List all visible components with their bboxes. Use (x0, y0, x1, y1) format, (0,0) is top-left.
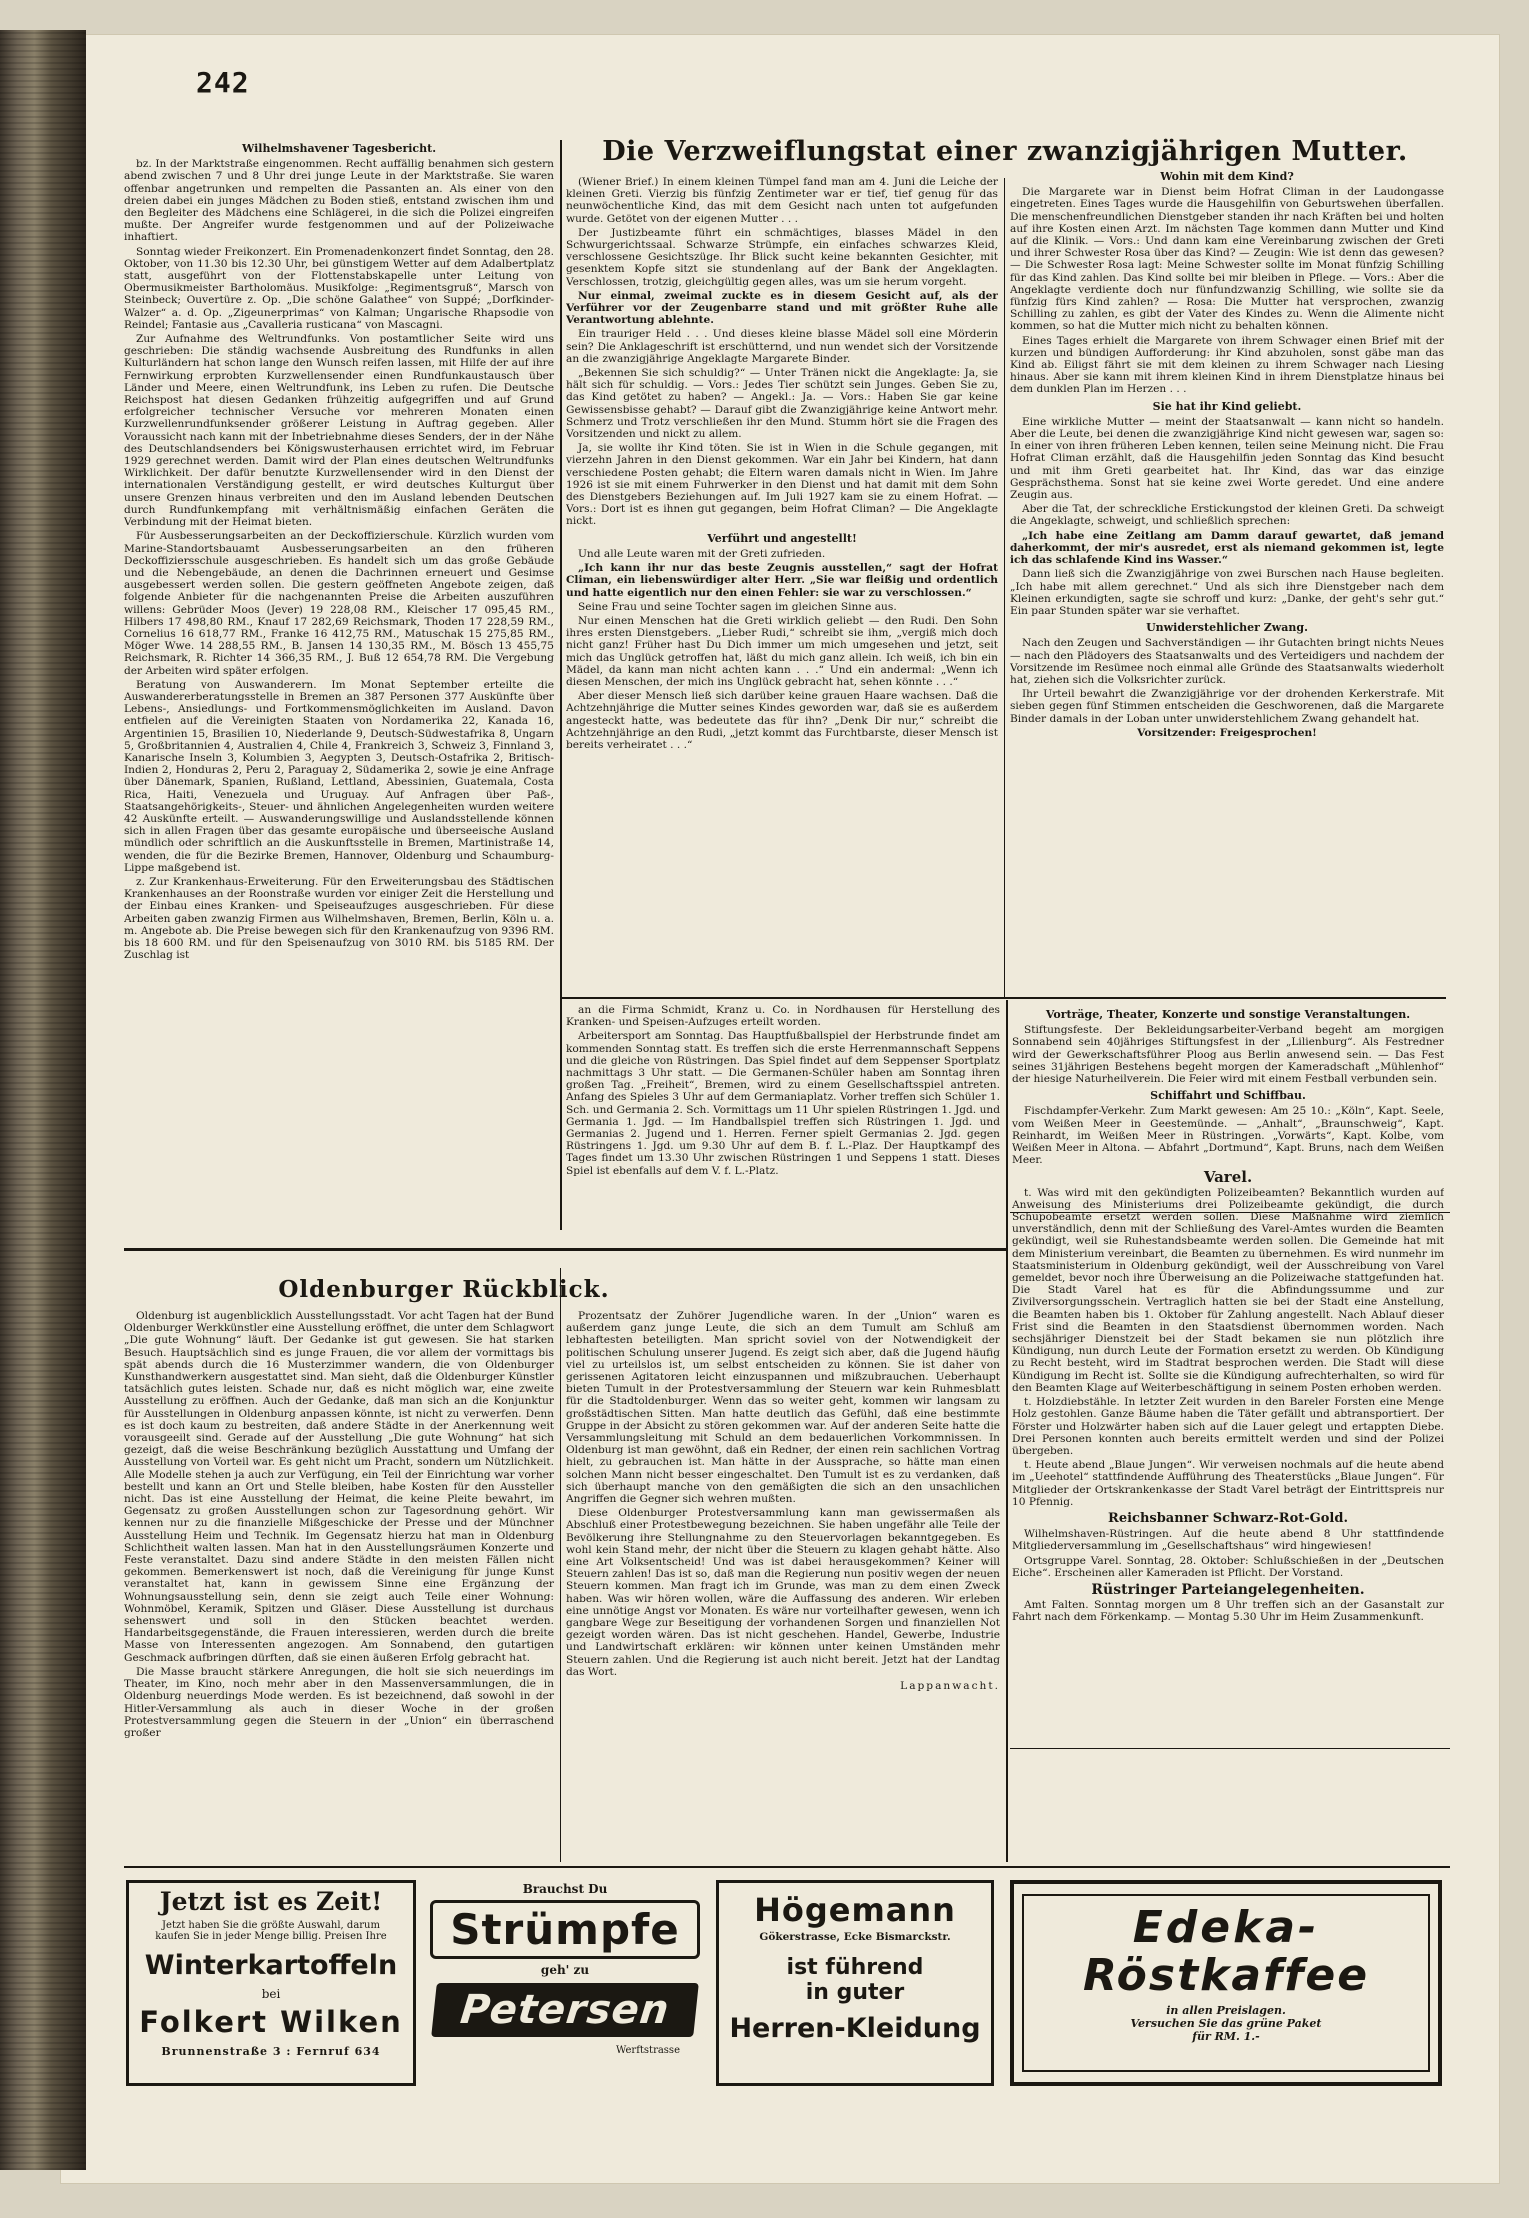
column-rule (560, 140, 562, 1230)
article-paragraph: t. Heute abend „Blaue Jungen“. Wir verweisen nochmals auf die heute abend im „Ueehotel“ stattfindende Aufführung des Theaterstücks „Blaue Jungen“. Für Mitglieder der Ortskrankenkasse der Stadt Varel beträgt der Eintrittspreis nur 10 Pfennig. (1012, 1459, 1444, 1508)
ad-text: kaufen Sie in jeder Menge billig. Preisen Ihre (155, 1931, 387, 1942)
ad-text: ist führend (786, 1955, 924, 1980)
section-rule (124, 1866, 1450, 1868)
page-number: 242 (196, 66, 250, 99)
subheading: Rüstringer Parteiangelegenheiten. (1091, 1581, 1365, 1598)
article-paragraph: Aber die Tat, der schreckliche Erstickungstod der kleinen Greti. Da schweigt die Angeklagte, schweigt, und schließlich sprechen: (1010, 503, 1444, 528)
article-paragraph: Stiftungsfeste. Der Bekleidungsarbeiter-Verband begeht am morgigen Sonnabend sein 40jähriges Stiftungsfest in der „Lilienburg“. Als Festredner wird der Gewerkschaftsführer Ploog aus Berlin anwesend sein. — Das Fest seines 31jährigen Bestehens begeht morgen der Kameradschaft „Mühlenhof“ der hiesige Naturheilverein. Die Feier wird mit einem Festball verbunden sein. (1012, 1024, 1444, 1086)
pull-quote: „Ich kann ihr nur das beste Zeugnis ausstellen,“ sagt der Hofrat Climan, ein liebenswürdiger alter Herr. „Sie war fleißig und ordentlich und hatte eigentlich nur den einen Fehler: sie war zu verschlossen.“ (566, 562, 998, 599)
ad-text: in guter (805, 1980, 905, 2005)
section-rule (562, 997, 1446, 999)
article-paragraph: t. Was wird mit den gekündigten Polizeibeamten? Bekanntlich wurden auf Anweisung des Ministeriums drei Polizeibeamte gekündigt, die durch Schupobeamte ersetzt werden sollen. Diese Maßnahme wird ziemlich unverständlich, denn mit der Schließung des Varel-Amtes wurden die Beamten gekündigt, weil sie Ruhestandsbeamte werden sollen. Die Gemeinde hat mit dem Ministerium vereinbart, die Beamten zu übernehmen. Es wird nunmehr im Staatsministerium in Oldenburg gekündigt, weil der Ausschreibung von Varel gemeldet, bevor noch ihre Überweisung an die Polizeiwache stattgefunden hat. Die Stadt Varel hat es für die Abfindungssumme und zur Zivilversorgungsschein. Vertraglich hatten sie bei der Stadt eine Anstellung, die Beamten haben bis 1. Oktober für Zahlung angestellt. Nach Ablauf dieser Frist sind die Beamten in den Staatsdienst übernommen worden. Nach sechsjähriger Dienstzeit bei der Stadt bekamen sie nun plötzlich ihre Kündigung, nun durch Leute der Formation ersetzt zu werden. Ob Kündigung zu Recht besteht, wird im Stadtrat besprochen werden. Die Stadt will diese Kündigung im Recht ist. Sollte sie die Kündigung aufrechterhalten, so wird für den Beamten Klage auf Weiterbeschäftigung in seinem Posten erhoben werden. (1012, 1186, 1444, 1394)
column-rule (1006, 1000, 1008, 1862)
author-signature: Lappanwacht. (900, 1680, 1000, 1693)
ad-petersen (420, 1880, 710, 2086)
subheading: Varel. (1203, 1168, 1253, 1187)
article-paragraph: Und alle Leute waren mit der Greti zufrieden. (578, 547, 826, 560)
subheading: Reichsbanner Schwarz-Rot-Gold. (1108, 1510, 1348, 1526)
article-paragraph: Der Justizbeamte führt ein schmächtiges, blasses Mädel in den Schwurgerichtssaal. Schwarze Strümpfe, ein einfaches schwarzes Kleid, verschlossene Gesichtszüge. Ihr Blick sucht keine bekannten Gesichter, mit gesenktem Kopfe sitzt sie stundenlang auf der Bank der Angeklagten. Verschlossen, trotzig, gleichgültig gegen alles, was um sie herum vorgeht. (566, 226, 998, 288)
main-headline: Die Verzweiflungstat einer zwanzigjährigen Mutter. (602, 136, 1408, 167)
ad-hoegemann (716, 1880, 994, 2086)
article-paragraph: Sonntag wieder Freikonzert. Ein Promenadenkonzert findet Sonntag, den 28. Oktober, von 11.30 bis 12.30 Uhr, bei günstigem Wetter auf dem Adalbertplatz statt, ausgeführt von der Flottenstabskapelle unter Leitung von Obermusikmeister Bartholomäus. Musikfolge: „Regimentsgruß“, Marsch von Steinbeck; Ouvertüre z. Op. „Die schöne Galathee“ von Suppé; „Dorfkinder-Walzer“ a. d. Op. „Zigeunerprimas“ von Kalman; Ungarische Rhapsodie von Reindel; Fantasie aus „Cavalleria rusticana“ von Mascagni. (124, 245, 554, 331)
ad-heading: Jetzt ist es Zeit! (159, 1887, 383, 1916)
article-paragraph: Beratung von Auswanderern. Im Monat September erteilte die Auswandererberatungsstelle in Bremen an 387 Personen 377 Auskünfte über Lebens-, Ansiedlungs- und Fortkommensmöglichkeiten im Ausland. Davon entfielen auf die Vereinigten Staaten von Nordamerika 22, Kanada 16, Argentinien 15, Brasilien 10, Niederlande 9, Deutsch-Südwestafrika 8, Ungarn 5, Großbritannien 4, Australien 4, Chile 4, Frankreich 3, Schweiz 3, Finnland 3, Kanarische Inseln 3, Kolumbien 3, Aegypten 3, Deutsch-Ostafrika 2, Britisch-Indien 2, Honduras 2, Peru 2, Paraguay 2, Südamerika 2, sowie je eine Anfrage über Dänemark, Spanien, Rußland, Lettland, Abessinien, Guatemala, Costa Rica, Haiti, Venezuela und Uruguay. Auf Anfragen über Paß-, Staatsangehörigkeits-, Steuer- und ähnlichen Angelegenheiten wurden weitere 42 Auskünfte erteilt. — Auswanderungswillige und Auslandsstellende können sich in allen Fragen über das gesamte europäische und überseeische Ausland mündlich oder schriftlich an die Auskunftsstelle in Bremen, Martinistraße 14, wenden, die für die Bezirke Bremen, Hannover, Oldenburg und Schaumburg-Lippe maßgebend ist. (124, 678, 554, 874)
article-paragraph: Für Ausbesserungsarbeiten an der Deckoffizierschule. Kürzlich wurden vom Marine-Standortsbauamt Ausbesserungsarbeiten an den früheren Deckoffiziersschule ausgeschrieben. Es handelt sich um das große Gebäude und die Nebengebäude, an denen die Dachrinnen erneuert und Gesimse ausgebessert werden sollen. Die gestern geöffneten Angebote zeigen, daß folgende Anbieter für die nachgenannten Preise die Arbeiten auszuführen willens: Gebrüder Moos (Jever) 19 228,08 RM., Kleischer 17 095,45 RM., Hilbers 17 498,80 RM., Knauf 17 282,69 Reichsmark, Thoden 17 228,59 RM., Cornelius 16 618,77 RM., Franke 16 412,75 RM., Matuschak 15 275,85 RM., Möger Wwe. 14 288,55 RM., B. Jansen 14 130,35 RM., M. Bösch 13 455,75 Reichsmark, R. Richter 14 366,35 RM., J. Buß 12 654,78 RM. Die Vergebung der Arbeiten wird später erfolgen. (124, 530, 554, 677)
article-paragraph: Zur Aufnahme des Weltrundfunks. Von postamtlicher Seite wird uns geschrieben: Die ständig wachsende Ausbreitung des Rundfunks in allen Kulturländern hat schon lange den Wunsch reifen lassen, mit Hilfe der auf ihre Fernwirkung erprobten Kurzwellensender einen Rundfunkaustausch über Länder und Meere, einen Weltrundfunk, ins Leben zu rufen. Die Deutsche Reichspost hat diesen Gedanken frühzeitig aufgegriffen und auf Grund erfolgreicher technischer Versuche vor mehreren Monaten einen Kurzwellenrundfunksender größerer Leistung in Auftrag gegeben. Aller Voraussicht nach kann mit der Inbetriebnahme dieses Senders, der in der Nähe des Deutschlandsenders bei Königswusterhausen errichtet wird, im Februar 1929 gerechnet werden. Damit wird der Plan eines deutschen Weltrundfunks Wirklichkeit. Der dafür benutzte Kurzwellensender wird in den Dienst der internationalen Verständigung gestellt, er wird deutsches Kulturgut über unsere Grenzen hinaus verbreiten und den im Ausland lebenden Deutschen durch Rundfunkempfang mit verhältnismäßig einfachen Geräten die Verbindung mit der Heimat bieten. (124, 333, 554, 529)
column-verzweiflungstat (566, 176, 998, 994)
ad-brand: Petersen (458, 1987, 672, 2033)
ad-product: Strümpfe (450, 1905, 680, 1954)
article-paragraph: Nur einen Menschen hat die Greti wirklich geliebt — den Rudi. Den Sohn ihres ersten Dienstgebers. „Lieber Rudi,“ schreibt sie ihm, „vergiß mich doch nicht ganz! Früher hast Du Dich immer um mich umgesehen und jetzt, seit mich das Unglück getroffen hat, läßt du mich ganz allein. Ich weiß, ich bin ein Mädel, da kann man nicht achten kann . . .“ Und ein andermal: „Wenn ich diesen Menschen, der mich ins Unglück gebracht hat, sehen könnte . . .“ (566, 614, 998, 688)
oldenburg-headline: Oldenburger Rückblick. (278, 1276, 610, 1303)
article-paragraph: Oldenburg ist augenblicklich Ausstellungsstadt. Vor acht Tagen hat der Bund Oldenburger Werkkünstler eine Ausstellung eröffnet, die unter dem Schlagwort „Die gute Wohnung“ läuft. Der Gedanke ist gut gewesen. Sie hat starken Besuch. Hauptsächlich sind es junge Frauen, die vor allem der vormittags bis spät abends durch die 16 Musterzimmer wandern, die von Oldenburger Kunsthandwerkern ausgestattet sind. Man sieht, daß die Oldenburger Künstler tatsächlich gutes leisten. Schade nur, daß es nicht möglich war, eine zweite Ausstellung zu eröffnen. Auch der Gedanke, daß man sich an die Konjunktur für Ausstellungen in Oldenburg anpassen könnte, ist nicht zu verwerfen. Denn es ist doch kaum zu bestreiten, daß andere Städte in der Anerkennung weit vorausgeeilt sind. Gerade auf der Ausstellung „Die gute Wohnung“ hat sich gezeigt, daß die weise Beschränkung bezüglich Ausstattung und Umfang der Ausstellung von Vorteil war. Es geht nicht um Pracht, sondern um Nützlichkeit. Alle Modelle stehen ja auch zur Verfügung, ein Teil der Einrichtung war vorher bestellt und kann an Ort und Stelle bleiben, habe Kosten für den Aussteller nicht. Das ist eine Ausstellung der Heimat, die keine Pleite bewahrt, im Gegensatz zu großen Ausstellungen schon zur Tagesordnung gehört. Wir kennen nur zu die finanzielle Mißgeschicke der Presse und der Münchner Ausstellung Heim und Technik. Im Gegensatz hierzu hat man in Oldenburg Schlichtheit walten lassen. Man hat in den Ausstellungsräumen Konzerte und Feste veranstaltet. Dazu sind andere Städte in den meisten Fällen nicht gekommen. Bemerkenswert ist noch, daß die Vereinigung für junge Kunst veranstaltet hat, kann in gewissem Sinne eine Ergänzung der Wohnungsausstellung sein, denn sie zeigt auch Teile einer Wohnung: Wohnmöbel, Keramik, Spitzen und Gläser. Diese Ausstellung ist durchaus sehenswert und soll in den Stücken beachtet werden. Handarbeitsgegenstände, die Frauen interessieren, werden durch die breite Masse von Interessenten angezogen. Am Sonnabend, den gutartigen Geschmack aufbringen dürften, daß sie einen äußeren Erfolg gebracht hat. (124, 1310, 554, 1664)
section-title: Wilhelmshavener Tagesbericht. (241, 142, 437, 155)
ad-product: Winterkartoffeln (144, 1950, 398, 1981)
pull-quote: Nur einmal, zweimal zuckte es in diesem Gesicht auf, als der Verführer vor der Zeugenbarre stand und mit größter Ruhe alle Verantwortung ablehnte. (566, 289, 998, 327)
book-binding (0, 30, 86, 2170)
ad-text: in allen Preislagen. (1166, 2004, 1286, 2017)
ad-brand: Edeka- (1132, 1902, 1320, 1953)
article-paragraph: Diese Oldenburger Protestversammlung kann man gewissermaßen als Abschluß einer Protestbewegung bezeichnen. Sie haben ungefähr alle Teile der Bevölkerung ihre Stellungnahme zu den Steuervorlagen bekanntgegeben. Es wohl kein Stand mehr, der nicht über die Steuern zu klagen gehabt hätte. Also eine Art Volksentscheid! Und was ist dabei herausgekommen? Keiner will Steuern zahlen! Das ist so, daß man die Regierung nun positiv wegen der neuen Steuern kommen. Man fragt ich im Grunde, was man zu dem einen Zweck haben. Was wir hören wollen, wäre die Auffassung des anderen. Wir erleben eine unnötige Angst vor Monaten. Es wäre nur vorteilhafter gewesen, wenn ich gangbare Wege zur Beseitigung der vorhandenen Sorgen und finanziellen Not gezeigt worden wären. Das ist nicht geschehen. Handel, Gewerbe, Industrie und Landwirtschaft erklären: wir können unter keinen Umständen mehr Steuern zahlen. Und die Regierung ist auch nicht bereit. Jetzt hat der Landtag das Wort. (566, 1507, 1000, 1678)
article-paragraph: Nach den Zeugen und Sachverständigen — ihr Gutachten bringt nichts Neues — nach den Plädoyers des Staatsanwalts und des Verteidigers und nachdem der Vorsitzende im Resümee noch einmal alle Gründe des Staatsanwalts wiederholt hat, ziehen sich die Volksrichter zurück. (1010, 637, 1444, 686)
ad-product: Herren-Kleidung (729, 2013, 981, 2044)
section-title: Vorträge, Theater, Konzerte und sonstige Veranstaltungen. (1045, 1008, 1411, 1021)
column-veranstaltungen (1012, 1004, 1444, 1862)
article-paragraph: Prozentsatz der Zuhörer Jugendliche waren. In der „Union“ waren es außerdem ganz junge Leute, die sich an dem Tumult am Schluß am lebhaftesten beteiligten. Man spricht soviel von der Notwendigkeit der politischen Schulung unserer Jugend. Es zeigt sich aber, daß die Jugend häufig viel zu urteilslos ist, um selbst entscheiden zu können. Sie ist daher von gerissenen Agitatoren leicht einzuspannen und mißzubrauchen. Ueberhaupt bieten Tumult in der Protestversammlung der Steuern war kein Ruhmesblatt für die Stadtoldenburger. Wenn das so weiter geht, kommen wir langsam zu großstädtischen Sitten. Man hatte deutlich das Gefühl, daß eine bestimmte Gruppe in der Absicht zu stören gekommen war. Auf der anderen Seite hatte die Versammlungsleitung mit Schuld an dem bedauerlichen Vorkommnissen. In Oldenburg ist man gewöhnt, daß ein Redner, der einen rein sachlichen Vortrag hielt, zu gebrauchen ist. Man hätte in der Aussprache, so hätte man einen solchen Mann nicht besser eingeschaltet. Den Tumult ist es zu verdanken, daß sich überhaupt manche von den gemäßigten die sich an den unsachlichen Angriffen die Gegner sich wehren mußten. (566, 1310, 1000, 1506)
article-paragraph: z. Zur Krankenhaus-Erweiterung. Für den Erweiterungsbau des Städtischen Krankenhauses an der Roonstraße wurden vor einiger Zeit die Herstellung und der Einbau eines Kranken- und Speiseaufzuges ausgeschrieben. Für diese Arbeiten gaben zwanzig Firmen aus Wilhelmshaven, Bremen, Berlin, Köln u. a. m. Angebote ab. Die Preise bewegen sich für den Krankenaufzug von 9396 RM. bis 18 600 RM. und für den Speisenaufzug von 3010 RM. bis 5185 RM. Der Zuschlag ist (124, 875, 554, 962)
article-paragraph: Amt Falten. Sonntag morgen um 8 Uhr treffen sich an der Gasanstalt zur Fahrt nach dem Förkenkamp. — Montag 5.30 Uhr im Heim Zusammenkunft. (1012, 1599, 1444, 1624)
ad-company: Högemann (754, 1891, 956, 1929)
article-paragraph: Die Masse braucht stärkere Anregungen, die holt sie sich neuerdings im Theater, im Kino, noch mehr aber in den Massenversammlungen, die in Oldenburg neuerdings Mode werden. Es ist bezeichnend, daß sowohl in der Hitler-Versammlung als auch in dieser Woche in der großen Protestversammlung gegen die Steuern in der „Union“ ein überraschend großer (124, 1665, 554, 1739)
article-paragraph: Aber dieser Mensch ließ sich darüber keine grauen Haare wachsen. Daß die Achtzehnjährige die Mutter seines Kindes geworden war, daß sie es außerdem angesteckt hatte, was bedeutete das für ihn? „Denk Dir nur,“ schreibt die Achtzehnjährige an den Rudi, „jetzt kommt das Furchtbarste, dieser Mensch ist bereits verheiratet . . .“ (566, 690, 998, 751)
ad-address: Gökerstrasse, Ecke Bismarckstr. (759, 1931, 951, 1943)
article-paragraph: Ja, sie wollte ihr Kind töten. Sie ist in Wien in die Schule gegangen, mit vierzehn Jahren in den Dienst gekommen. War ein Jahr bei Kindern, hat dann verschiedene Posten gehabt; die Eltern waren damals nicht in Wien. Im Jahre 1926 ist sie mit einem Fuhrwerker in den Dienst und hat damit mit dem Sohn des Dienstgebers Beziehungen auf. Im Juli 1927 kam sie zu einem Hofrat. — Vors.: Dort ist es ihnen gut gegangen, beim Hofrat Climan? — Die Angeklagte nickt. (566, 442, 998, 528)
column-verzweiflungstat-continued (1010, 166, 1444, 994)
column-oldenburg-right (566, 1310, 1000, 1860)
article-paragraph: Eine wirkliche Mutter — meint der Staatsanwalt — kann nicht so handeln. Aber die Leute, bei denen die zwanzigjährige Kind nicht gewesen war, sagen so: In einer von ihren früheren Leben kennen, teilen seine Meinung nicht. Die Frau Hofrat Climan erzählt, daß die Hausgehilfin jeden Sonntag das Kind besucht und mit ihm Greti gearbeitet hat. Ihr Kind, das war das einzige Gesprächsthema. Sonst hat sie keine zwei Worte geredet. Und eine andere Zeugin aus. (1010, 415, 1444, 502)
column-tagesbericht (124, 138, 554, 1244)
ad-text: geh' zu (540, 1963, 590, 1977)
ad-company: Folkert Wilken (139, 2005, 403, 2039)
pull-quote: „Ich habe eine Zeitlang am Damm darauf gewartet, daß jemand daherkommt, der mir's ausredet, erst als niemand gekommen ist, legte ich das schlafende Kind ins Wasser.“ (1010, 529, 1444, 567)
column-sport (566, 1004, 1000, 1242)
subheading: Unwiderstehlicher Zwang. (1146, 621, 1308, 635)
article-paragraph: Wilhelmshaven-Rüstringen. Auf die heute abend 8 Uhr stattfindende Mitgliederversammlung im „Gesellschaftshaus“ wird hingewiesen! (1012, 1528, 1444, 1553)
article-paragraph: Ihr Urteil bewahrt die Zwanzigjährige vor der drohenden Kerkerstrafe. Mit sieben gegen fünf Stimmen entscheiden die Geschworenen, daß die Margarete Binder damals in der Loban unter unwiderstehlichem Zwang gehandelt hat. (1010, 688, 1444, 725)
article-paragraph: Arbeitersport am Sonntag. Das Hauptfußballspiel der Herbstrunde findet am kommenden Sonntag statt. Es treffen sich die erste Herrenmannschaft Seppens und die gleiche von Rüstringen. Das Spiel findet auf dem Seppenser Sportplatz nachmittags 3 Uhr statt. — Die Germanen-Schüler haben am Sonntag ihren großen Tag. „Freiheit“, Bremen, wird zu einem Gesellschaftsspiel antreten. Anfang des Spieles 3 Uhr auf dem Germaniaplatz. Vorher treffen sich Schüler 1. Sch. und Germania 2. Sch. Vormittags um 11 Uhr spielen Rüstringen 1. Jgd. und Germania 1. Jgd. — Im Handballspiel treffen sich Rüstringen 1. Jgd. und Germanias 2. Jugend und 1. Herren. Ferner spielt Germanias 2. Jgd. gegen Rüstringens 1. Jgd. um 9.30 Uhr auf dem B. f. L.-Plaz. Der Hauptkampf des Tages findet um 13.30 Uhr zwischen Rüstringen 1 und Seppens 1 statt. Dieses Spiel ist ebenfalls auf dem V. f. L.-Platz. (566, 1030, 1000, 1177)
article-paragraph: Dann ließ sich die Zwanzigjährige von zwei Burschen nach Hause begleiten. „Ich habe mit allem gerechnet.“ Und als sich ihre Dienstgeber nach dem Kleinen erkundigten, sagte sie schroff und kurz: „Danke, der geht's sehr gut.“ Ein paar Stunden später war sie verhaftet. (1010, 568, 1444, 617)
column-oldenburg-left (124, 1310, 554, 1860)
article-paragraph: t. Holzdiebstähle. In letzter Zeit wurden in den Bareler Forsten eine Menge Holz gestohlen. Ganze Bäume haben die Täter gefällt und abtransportiert. Der Förster und Holzwärter haben sich auf die Lauer gelegt und ertappten Diebe. Drei Personen konnten auch bereits ermittelt werden und sind der Polizei übergeben. (1012, 1396, 1444, 1457)
ad-price: für RM. 1.- (1192, 2030, 1260, 2043)
subheading: Sie hat ihr Kind geliebt. (1152, 399, 1302, 413)
subheading: Schiffahrt und Schiffbau. (1150, 1089, 1306, 1103)
ad-product: Röstkaffee (1082, 1950, 1370, 2001)
column-rule (1004, 178, 1005, 998)
ad-text: bei (261, 1987, 281, 2001)
article-paragraph: „Bekennen Sie sich schuldig?“ — Unter Tränen nickt die Angeklagte: Ja, sie hält sich für schuldig. — Vors.: Jedes Tier schützt sein Junges. Geben Sie zu, das Kind getötet zu haben? — Angekl.: Ja. — Vors.: Haben Sie gar keine Gewissensbisse gehabt? — Darauf gibt die Zwanzigjährige keine Antwort mehr. Schmerz und Trotz verschließen ihr den Mund. Stumm hört sie die Fragen des Vorsitzenden und nickt zu allem. (566, 367, 998, 441)
ad-text: Versuchen Sie das grüne Paket (1130, 2017, 1322, 2030)
article-paragraph: Fischdampfer-Verkehr. Zum Markt gewesen: Am 25 10.: „Köln“, Kapt. Seele, vom Weißen Meer in Geestemünde. — „Anhalt“, „Braunschweig“, Kapt. Reinhardt, im Weißen Meer in Rüstringen. „Vorwärts“, Kapt. Kolbe, vom Weißen Meer in Altona. — Abfahrt „Dortmund“, Kapt. Bruns, nach dem Weißen Meer. (1012, 1105, 1444, 1167)
article-paragraph: Die Margarete war in Dienst beim Hofrat Climan in der Laudongasse eingetreten. Eines Tages wurde die Hausgehilfin von Geburtswehen überfallen. Die menschenfreundlichen Dienstgeber standen ihr nach Kräften bei und holten auf ihre Kosten einen Arzt. Im nächsten Tage kommen dann Mutter und Kind auf die Klinik. — Vors.: Und dann kam eine Vereinbarung zwischen der Greti und ihrer Schwester Rosa über das Kind? — Zeugin: Wie ist denn das gewesen? — Die Schwester Rosa lagt: Meine Schwester sollte im Monat fünfzig Schilling für das Kind zahlen. Das Kind sollte bei mir bleiben in Pflege. — Vors.: Aber die Angeklagte verdiente doch nur fünfundzwanzig Schilling, wie sollte sie da fünfzig fürs Kind zahlen? — Rosa: Die Mutter hat versprochen, zwanzig Schilling zu zahlen, es gibt der Vater des Kindes zu. Wenn die Alimente nicht kommen, so hat die Mutter mich nicht zu behalten können. (1010, 186, 1444, 333)
article-paragraph: bz. In der Marktstraße eingenommen. Recht auffällig benahmen sich gestern abend zwischen 7 und 8 Uhr drei junge Leute in der Marktstraße. Sie waren offenbar angetrunken und rempelten die Passanten an. Als einer von den dreien dabei ein junges Mädchen zu Boden stieß, entstand zwischen ihm und den Begleiter des Mädchens eine Schlägerei, in die sich die Polizei eingreifen mußte. Der Angreifer wurde festgenommen und auf der Polizeiwache inhaftiert. (124, 158, 554, 244)
ad-text: Jetzt haben Sie die größte Auswahl, darum (162, 1920, 380, 1931)
subheading: Wohin mit dem Kind? (1160, 170, 1294, 183)
ad-address: Werftstrasse (616, 2045, 680, 2056)
article-paragraph: Ein trauriger Held . . . Und dieses kleine blasse Mädel soll eine Mörderin sein? Die Anklageschrift ist erschütternd, und nun wendet sich der Vorsitzende an die zwanzigjährige Angeklagte Margarete Binder. (566, 328, 998, 365)
article-paragraph: Seine Frau und seine Tochter sagen im gleichen Sinne aus. (578, 600, 897, 613)
article-paragraph: Eines Tages erhielt die Margarete von ihrem Schwager einen Brief mit der kurzen und bündigen Aufforderung: ihr Kind abzuholen, sonst gäbe man das Kind ab. Eiligst fährt sie mit dem kleinen zu ihrem Schwager nach Liesing hinaus. Aber sie kann mit ihrem kleinen Kind in ihrem Dienstplatze hinaus bei dem dunklen Plan im Herzen . . . (1010, 334, 1444, 396)
ad-edeka (1010, 1880, 1442, 2086)
ad-address: Brunnenstraße 3 : Fernruf 634 (161, 2045, 381, 2058)
article-paragraph: an die Firma Schmidt, Kranz u. Co. in Nordhausen für Herstellung des Kranken- und Speisen-Aufzuges erteilt worden. (566, 1004, 1000, 1029)
ad-text: Brauchst Du (522, 1882, 608, 1896)
article-paragraph: Ortsgruppe Varel. Sonntag, 28. Oktober: Schlußschießen in der „Deutschen Eiche“. Erscheinen aller Kameraden ist Pflicht. Der Vorstand. (1012, 1554, 1444, 1579)
ad-wilken (126, 1880, 416, 2086)
column-rule (560, 1268, 561, 1862)
article-paragraph: (Wiener Brief.) In einem kleinen Tümpel fand man am 4. Juni die Leiche der kleinen Greti. Vierzig bis fünfzig Zentimeter war er tief, tief genug für das neunwöchentliche Kind, das mit dem Gesicht nach unten tot aufgefunden wurde. Getötet von der eigenen Mutter . . . (566, 176, 998, 225)
section-rule (124, 1248, 1006, 1251)
subheading: Verführt und angestellt! (707, 531, 857, 545)
verdict: Vorsitzender: Freigesprochen! (1137, 726, 1317, 739)
